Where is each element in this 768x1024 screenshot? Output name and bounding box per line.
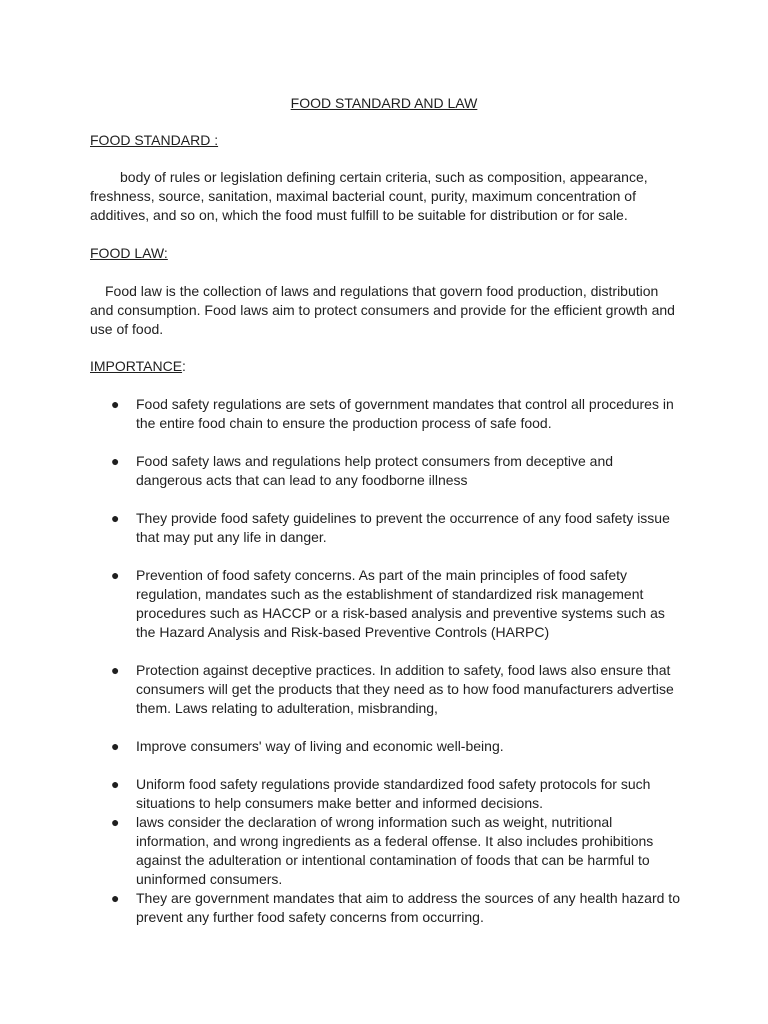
list-item-text: They provide food safety guidelines to prevent the occurrence of any food safety issue that may put any life in danger. (136, 510, 670, 545)
list-item-text: Food safety laws and regulations help protect consumers from deceptive and dangerous acts that can lead to any foodborne illness (136, 453, 614, 488)
list-item (90, 775, 682, 813)
list-item (90, 889, 682, 927)
bullet-icon: ● (111, 890, 120, 906)
list-item-text: Food safety regulations are sets of government mandates that control all procedures in the entire food chain to ensure the production process of safe food. (136, 396, 674, 431)
bullet-icon: ● (111, 396, 120, 412)
list-item (90, 566, 682, 642)
food-law-heading: FOOD LAW: (90, 245, 168, 261)
list-item-text: Uniform food safety regulations provide standardized food safety protocols for such situations to help consumers make better and informed decisions. (136, 776, 651, 811)
list-item (90, 395, 682, 433)
bullet-icon: ● (111, 453, 120, 469)
list-item (90, 509, 682, 547)
food-standard-paragraph: body of rules or legislation defining certain criteria, such as composition, appearance, freshness, source, sanitation, maximal bacterial count, purity, maximum concentration of additives, and so on, which the food must fulfill to be suitable for distribution or for sale. (90, 169, 648, 223)
bullet-icon: ● (111, 814, 120, 830)
list-item-text: Protection against deceptive practices. In addition to safety, food laws also ensure that consumers will get the products that they need as to how food manufacturers advertise them. Laws relating to adulteration, misbranding, (136, 662, 674, 716)
food-law-paragraph: Food law is the collection of laws and regulations that govern food production, distribution and consumption. Food laws aim to protect consumers and provide for the efficient growth and use of food. (90, 283, 675, 337)
importance-heading (90, 357, 186, 376)
list-item (90, 661, 682, 718)
bullet-icon: ● (111, 567, 120, 583)
list-item-text: Prevention of food safety concerns. As part of the main principles of food safety regulation, mandates such as the establishment of standardized risk management procedures such as HACCP or a risk-based analysis and preventive systems such as the Hazard Analysis and Risk-based Preventive Controls (HARPC) (136, 567, 665, 640)
bullet-icon: ● (111, 738, 120, 754)
list-item (90, 452, 682, 490)
bullet-icon: ● (111, 662, 120, 678)
list-item (90, 737, 682, 756)
bullet-icon: ● (111, 776, 120, 792)
importance-list (90, 395, 682, 927)
list-item-text: laws consider the declaration of wrong information such as weight, nutritional information, and wrong ingredients as a federal offense. It also includes prohibitions against the adulteration or intentional contamination of foods that can be harmful to uninformed consumers. (136, 814, 654, 887)
list-item (90, 813, 682, 889)
list-item-text: Improve consumers' way of living and economic well-being. (136, 738, 504, 754)
food-standard-heading: FOOD STANDARD : (90, 132, 219, 148)
bullet-icon: ● (111, 510, 120, 526)
importance-heading-colon: : (182, 358, 186, 374)
list-item-text: They are government mandates that aim to address the sources of any health hazard to prevent any further food safety concerns from occurring. (136, 890, 680, 925)
importance-heading-text: IMPORTANCE (90, 358, 183, 374)
document-title: FOOD STANDARD AND LAW (290, 95, 478, 111)
